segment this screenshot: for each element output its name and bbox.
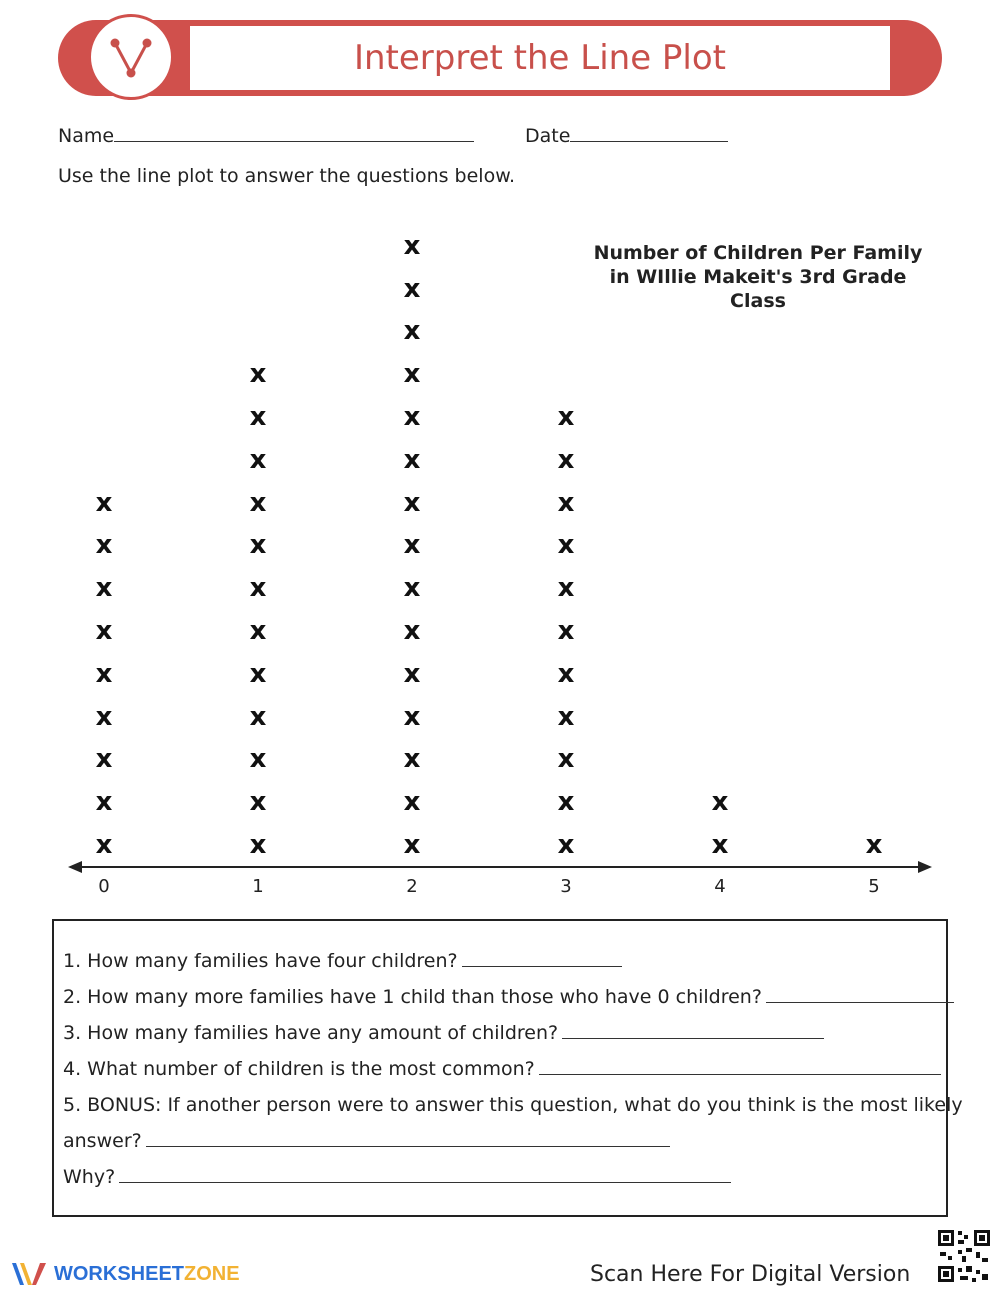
worksheetzone-logo-icon [10,1259,48,1289]
plot-x-mark-3-11: x [557,402,575,432]
plot-x-mark-3-10: x [557,444,575,475]
question-1-text: 1. How many families have four children? [63,950,458,972]
plot-x-mark-2-5: x [403,658,421,689]
plot-x-mark-1-4: x [249,701,267,732]
question-3 [63,1022,824,1044]
axis-tick-label-3: 3 [560,876,572,897]
plot-title-line1: Number of Children Per Family [593,242,923,264]
plot-x-mark-1-10: x [249,444,267,475]
plot-x-mark-2-9: x [403,487,421,518]
brand-logo [10,1258,240,1290]
question-4 [63,1058,941,1080]
brand-word-zone: ZONE [184,1262,240,1285]
plot-x-mark-3-9: x [557,487,575,518]
date-blank[interactable] [570,125,728,142]
name-label: Name [58,125,115,147]
plot-x-mark-5-1: x [865,830,883,860]
qr-code-graphic [936,1228,992,1284]
answer-blank-2[interactable] [766,986,954,1003]
axis-tick-label-2: 2 [406,876,418,897]
plot-x-mark-2-3: x [403,744,421,775]
axis-tick-label-0: 0 [98,876,110,897]
number-line [0,848,1000,888]
question-5-text: 5. BONUS: If another person were to answer this question, what do you think is the most likely [63,1094,963,1116]
plot-x-mark-1-8: x [249,530,267,561]
question-5-why-label: Why? [63,1166,116,1188]
plot-x-mark-2-4: x [403,701,421,732]
plot-x-mark-0-2: x [95,787,113,818]
plot-x-mark-3-4: x [557,701,575,732]
answer-blank-4[interactable] [539,1058,941,1075]
plot-x-mark-2-13: x [403,316,421,347]
plot-x-mark-2-2: x [403,787,421,818]
plot-x-mark-4-2: x [711,787,729,818]
axis-tick-label-5: 5 [868,876,880,897]
question-1 [63,950,622,972]
plot-x-mark-1-6: x [249,616,267,646]
qr-code-icon[interactable] [936,1228,992,1284]
plot-x-mark-0-4: x [95,701,113,732]
plot-x-mark-1-2: x [249,787,267,818]
plot-x-mark-2-11: x [403,402,421,432]
answer-blank-1[interactable] [462,950,622,967]
plot-x-mark-3-7: x [557,573,575,604]
plot-x-mark-0-9: x [95,487,113,518]
question-5-answer-label: answer? [63,1130,142,1152]
question-4-text: 4. What number of children is the most common? [63,1058,535,1080]
name-field[interactable] [58,125,474,147]
plot-x-mark-1-9: x [249,487,267,518]
plot-x-mark-0-5: x [95,658,113,689]
plot-x-mark-0-1: x [95,830,113,860]
plot-x-mark-3-8: x [557,530,575,561]
axis-tick-label-4: 4 [714,876,726,897]
plot-x-mark-3-2: x [557,787,575,818]
plot-x-mark-2-6: x [403,616,421,646]
plot-x-mark-3-1: x [557,830,575,860]
logo-badge [88,14,174,100]
question-5 [63,1094,963,1116]
plot-x-mark-4-1: x [711,830,729,860]
plot-x-mark-0-7: x [95,573,113,604]
plot-x-mark-1-1: x [249,830,267,860]
v-network-logo-icon [91,17,171,97]
plot-x-mark-2-8: x [403,530,421,561]
question-5-why-line [63,1166,731,1188]
question-3-text: 3. How many families have any amount of children? [63,1022,559,1044]
question-5-answer-line [63,1130,670,1152]
page-title: Interpret the Line Plot [353,38,727,78]
name-blank[interactable] [114,125,474,142]
plot-x-mark-1-7: x [249,573,267,604]
plot-x-mark-2-7: x [403,573,421,604]
question-2 [63,986,954,1008]
answer-blank-why[interactable] [119,1166,731,1183]
plot-x-mark-1-11: x [249,402,267,432]
plot-x-mark-0-8: x [95,530,113,561]
plot-x-mark-3-6: x [557,616,575,646]
scan-text: Scan Here For Digital Version [590,1262,911,1287]
plot-x-mark-0-6: x [95,616,113,646]
date-label: Date [525,125,571,147]
brand-word-worksheet: WORKSHEET [54,1262,184,1285]
plot-x-mark-1-3: x [249,744,267,775]
plot-x-mark-3-5: x [557,658,575,689]
plot-x-mark-2-14: x [403,273,421,304]
question-2-text: 2. How many more families have 1 child than those who have 0 children? [63,986,762,1008]
plot-x-mark-0-3: x [95,744,113,775]
plot-x-mark-2-12: x [403,359,421,390]
plot-x-mark-2-15: x [403,230,421,261]
plot-title-line2: in WIllie Makeit's 3rd Grade Class [609,266,907,312]
plot-x-mark-1-5: x [249,658,267,689]
date-field[interactable] [525,125,728,147]
answer-blank-3[interactable] [562,1022,824,1039]
plot-x-mark-2-10: x [403,444,421,475]
plot-x-mark-3-3: x [557,744,575,775]
axis-tick-label-1: 1 [252,876,264,897]
plot-x-mark-1-12: x [249,359,267,390]
plot-x-mark-2-1: x [403,830,421,860]
answer-blank-5[interactable] [146,1130,670,1147]
plot-title [590,241,926,313]
instructions-text: Use the line plot to answer the questions below. [58,165,516,187]
